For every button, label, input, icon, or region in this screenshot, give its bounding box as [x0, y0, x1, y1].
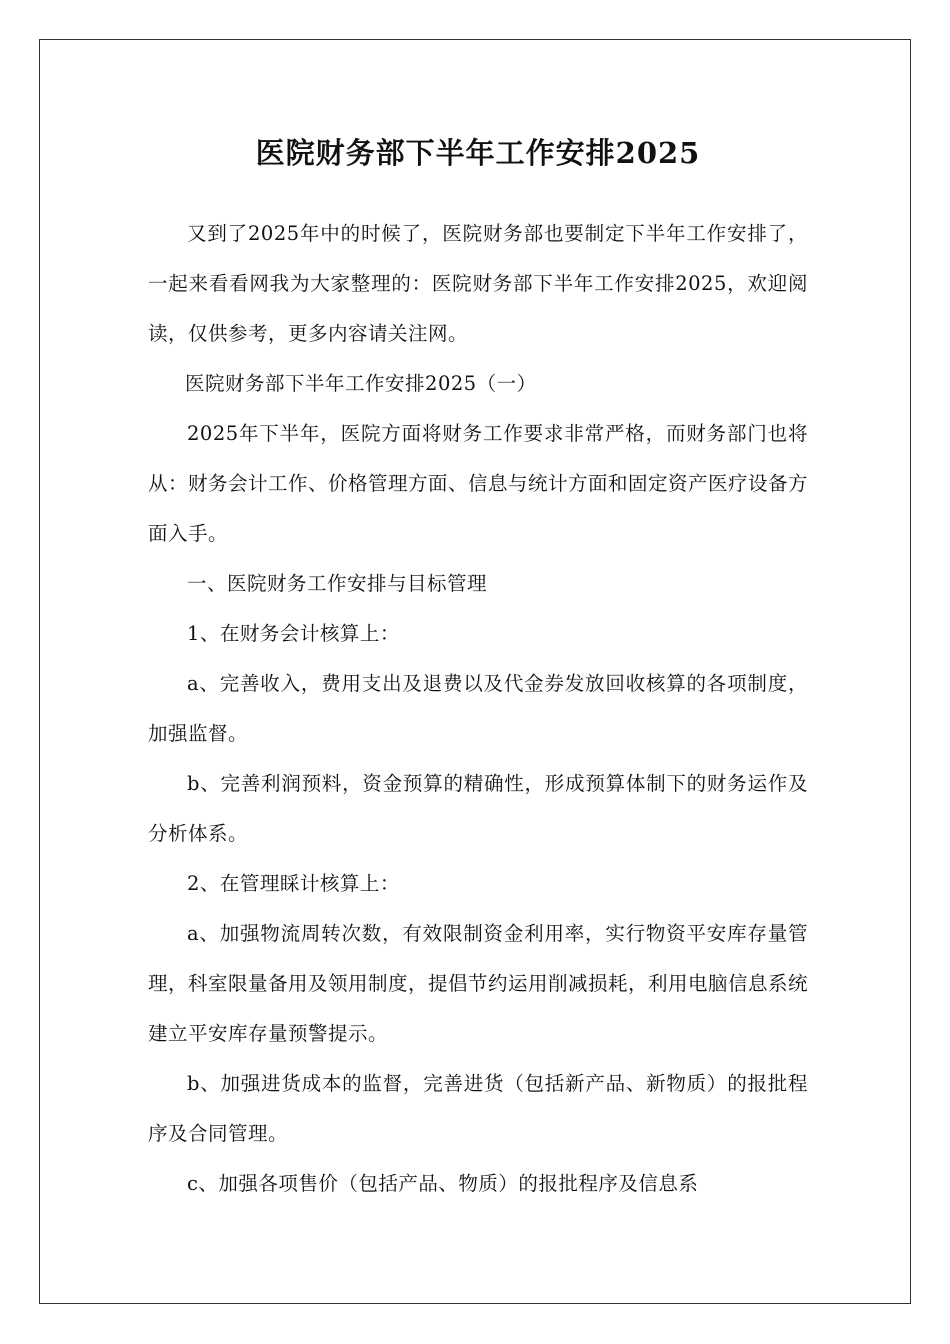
subheading-accounting: 1、在财务会计核算上： — [187, 622, 400, 645]
subheading-management: 2、在管理睬计核算上： — [187, 872, 400, 895]
intro-paragraph: 又到了2025年中的时候了，医院财务部也要制定下半年工作安排了，一起来看看网我为大家整理的：医院财务部下半年工作安排2025，欢迎阅读，仅供参考，更多内容请关注网。 — [148, 222, 808, 345]
section-heading: 医院财务部下半年工作安排2025（一） — [185, 372, 537, 395]
document-title: 医院财务部下半年工作安排2025 — [255, 136, 701, 170]
heading-one: 一、医院财务工作安排与目标管理 — [187, 572, 488, 595]
item-c-pricing: c、加强各项售价（包括产品、物质）的报批程序及信息系 — [187, 1172, 699, 1195]
overview-paragraph: 2025年下半年，医院方面将财务工作要求非常严格，而财务部门也将从：财务会计工作、价格管理方面、信息与统计方面和固定资产医疗设备方面入手。 — [148, 422, 809, 545]
item-a-income: a、完善收入，费用支出及退费以及代金券发放回收核算的各项制度，加强监督。 — [148, 672, 808, 745]
item-b-purchasing: b、加强进货成本的监督，完善进货（包括新产品、新物质）的报批程序及合同管理。 — [148, 1072, 808, 1145]
item-a-logistics: a、加强物流周转次数，有效限制资金利用率，实行物资平安库存量管理，科室限量备用及领用制度，提倡节约运用削减损耗，利用电脑信息系统建立平安库存量预警提示。 — [148, 922, 809, 1045]
item-b-budget: b、完善利润预料，资金预算的精确性，形成预算体制下的财务运作及分析体系。 — [148, 772, 808, 845]
document-body — [148, 125, 808, 1209]
